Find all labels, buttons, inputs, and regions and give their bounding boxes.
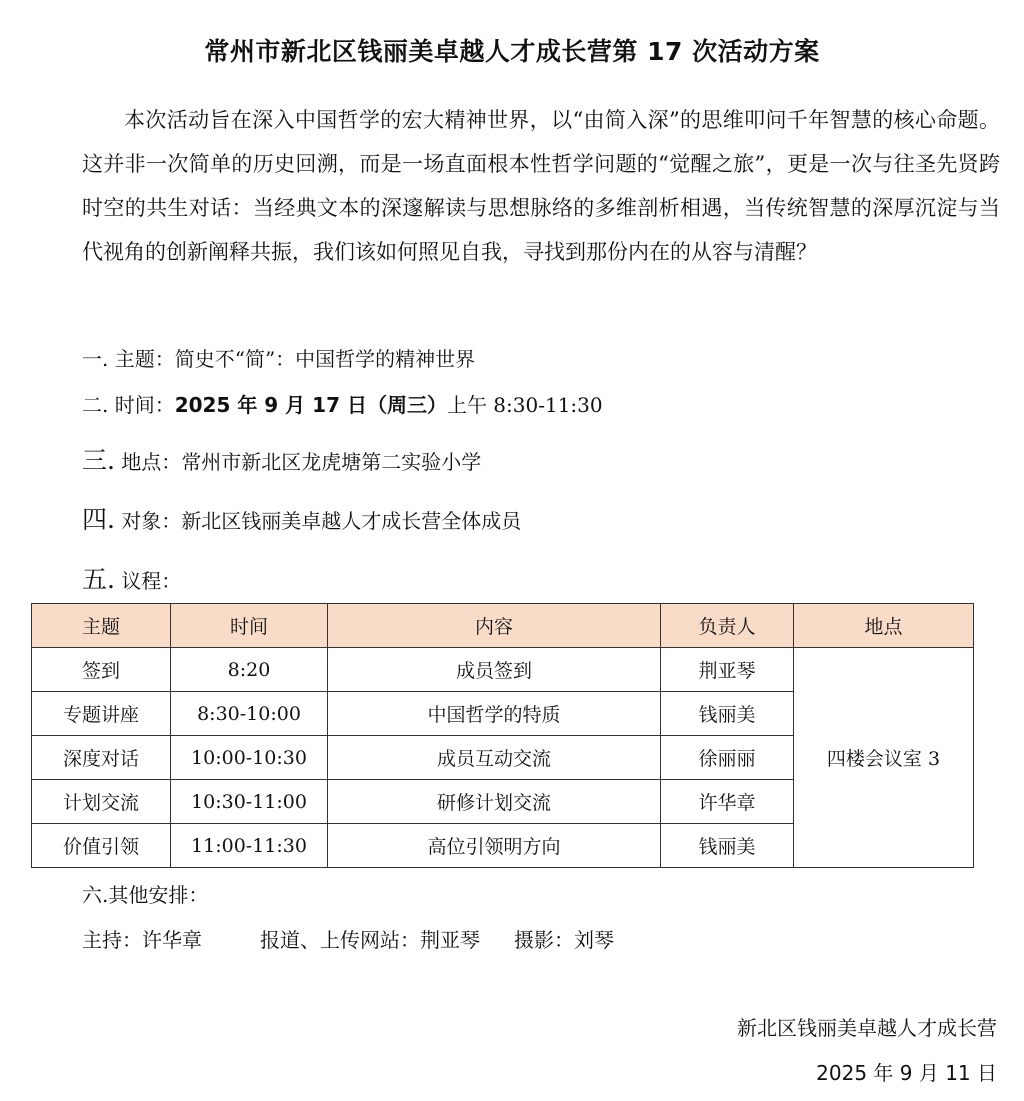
header-location: 地点 (794, 604, 974, 648)
header-content: 内容 (328, 604, 661, 648)
target-label: 对象： (121, 509, 182, 533)
cell-content: 成员互动交流 (328, 736, 661, 780)
footer-organization: 新北区钱丽美卓越人才成长营 (737, 1016, 997, 1040)
time-label: 时间： (114, 393, 175, 417)
table-row (32, 648, 974, 692)
others-roles (82, 924, 614, 953)
cell-time: 8:20 (171, 648, 328, 692)
footer-date: 2025 年 9 月 11 日 (816, 1061, 997, 1085)
header-owner: 负责人 (661, 604, 794, 648)
cell-owner: 许华章 (661, 780, 794, 824)
theme-value: 简史不“简”：中国哲学的精神世界 (174, 347, 476, 371)
document-title: 常州市新北区钱丽美卓越人才成长营第 17 次活动方案 (204, 37, 820, 66)
cell-content: 研修计划交流 (328, 780, 661, 824)
agenda-num: 五. (82, 565, 115, 594)
agenda-table (31, 603, 974, 868)
target-item (82, 500, 521, 536)
cell-owner: 荆亚琴 (661, 648, 794, 692)
agenda-label: 议程： (121, 569, 182, 593)
role-host: 主持：许华章 (82, 928, 202, 952)
cell-owner: 钱丽美 (661, 824, 794, 868)
cell-theme: 专题讲座 (32, 692, 171, 736)
time-date: 2025 年 9 月 17 日（周三） (174, 393, 447, 417)
cell-owner: 钱丽美 (661, 692, 794, 736)
cell-time: 10:00-10:30 (171, 736, 328, 780)
header-time: 时间 (171, 604, 328, 648)
target-num: 四. (82, 505, 115, 534)
cell-content: 成员签到 (328, 648, 661, 692)
cell-time: 8:30-10:00 (171, 692, 328, 736)
cell-theme: 计划交流 (32, 780, 171, 824)
time-num: 二. (82, 393, 109, 417)
cell-theme: 深度对话 (32, 736, 171, 780)
intro-paragraph: 本次活动旨在深入中国哲学的宏大精神世界，以“由简入深”的思维叩问千年智慧的核心命题。这并非一次简单的历史回溯，而是一场直面根本性哲学问题的“觉醒之旅”，更是一次与往圣先贤跨时空的共生对话：当经典文本的深邃解读与思想脉络的多维剖析相遇，当传统智慧的深厚沉淀与当代视角的创新阐释共振，我们该如何照见自我，寻找到那份内在的从容与清醒？ (82, 108, 1000, 264)
theme-label: 主题： (114, 347, 175, 371)
table-header-row (32, 604, 974, 648)
cell-theme: 签到 (32, 648, 171, 692)
target-value: 新北区钱丽美卓越人才成长营全体成员 (181, 509, 522, 533)
cell-owner: 徐丽丽 (661, 736, 794, 780)
others-heading: 六.其他安排： (82, 883, 209, 907)
agenda-item (82, 560, 181, 596)
place-label: 地点： (121, 450, 182, 474)
cell-time: 11:00-11:30 (171, 824, 328, 868)
cell-content: 中国哲学的特质 (328, 692, 661, 736)
time-period: 上午 8:30-11:30 (446, 393, 603, 417)
place-value: 常州市新北区龙虎塘第二实验小学 (181, 450, 482, 474)
time-item (82, 389, 603, 418)
place-num: 三. (82, 446, 115, 475)
role-report: 报道、上传网站：荆亚琴 (260, 928, 480, 952)
cell-time: 10:30-11:00 (171, 780, 328, 824)
cell-location: 四楼会议室 3 (794, 648, 974, 868)
theme-item (82, 343, 475, 372)
cell-content: 高位引领明方向 (328, 824, 661, 868)
header-theme: 主题 (32, 604, 171, 648)
place-item (82, 441, 481, 477)
theme-num: 一. (82, 347, 109, 371)
cell-theme: 价值引领 (32, 824, 171, 868)
role-photo: 摄影：刘琴 (514, 928, 614, 952)
